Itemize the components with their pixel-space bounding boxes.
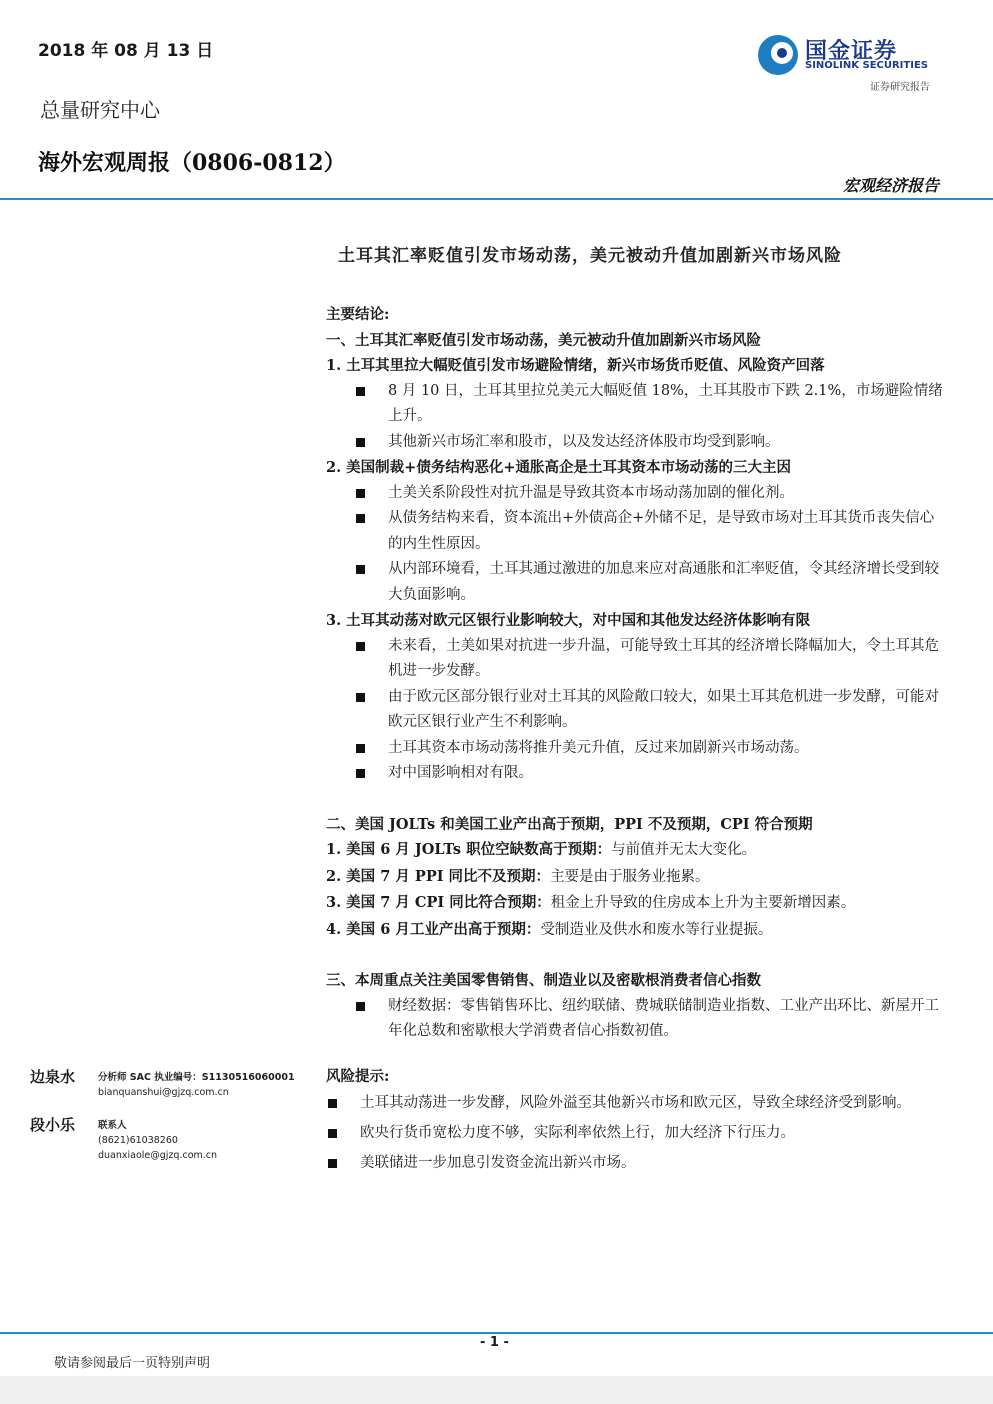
report-title: 海外宏观周报（0806-0812） [38, 150, 346, 176]
bullet-item [326, 430, 948, 456]
square-bullet-icon [356, 565, 365, 574]
risk-title: 风险提示: [326, 1068, 390, 1085]
bullet-text: 8 月 10 日，土耳其里拉兑美元大幅贬值 18%，土耳其股市下跌 2.1%，市场避险情绪上升。 [388, 382, 943, 424]
report-type: 宏观经济报告 [842, 176, 939, 195]
bullet-item [326, 557, 948, 608]
analyst-email[interactable]: duanxiaole@gjzq.com.cn [98, 1150, 218, 1161]
bullet-text: 从内部环境看，土耳其通过激进的加息来应对高通胀和汇率贬值，令其经济增长受到较大负面影响。 [388, 561, 939, 603]
bullet-item [326, 685, 948, 736]
square-bullet-icon [356, 744, 365, 753]
square-bullet-icon [356, 693, 365, 702]
conclusion-label: 主要结论: [326, 306, 390, 323]
bullet-item [326, 481, 948, 507]
item-label: 3. 美国 7 月 CPI 同比符合预期： [326, 894, 551, 911]
square-bullet-icon [356, 642, 365, 651]
item-text: 租金上升导致的住房成本上升为主要新增因素。 [550, 895, 856, 911]
square-bullet-icon [356, 1002, 365, 1011]
footer-bar [0, 1376, 993, 1404]
bullet-text: 未来看，土美如果对抗进一步升温，可能导致土耳其的经济增长降幅加大，令土耳其危机进一步发酵。 [388, 637, 939, 679]
section-2-item [326, 890, 948, 917]
main-conclusions [326, 302, 948, 1045]
section-2-item [326, 837, 948, 864]
analyst-name: 段小乐 [30, 1116, 76, 1134]
bullet-item [326, 379, 948, 430]
analyst-phone: (8621)61038260 [98, 1135, 178, 1146]
logo-mark-icon [755, 32, 801, 78]
section-3-title: 三、本周重点关注美国零售销售、制造业以及密歇根消费者信心指数 [326, 972, 761, 989]
bullet-text: 对中国影响相对有限。 [388, 765, 533, 781]
bullet-item [326, 736, 948, 762]
analyst-info [30, 1066, 310, 1174]
item-text: 受制造业及供水和废水等行业提振。 [540, 921, 773, 938]
subsection-1-1-title: 1. 土耳其里拉大幅贬值引发市场避险情绪，新兴市场货币贬值、风险资产回落 [326, 357, 825, 374]
item-label: 1. 美国 6 月 JOLTs 职位空缺数高于预期： [326, 841, 612, 858]
item-text: 主要是由于服务业拖累。 [550, 868, 710, 885]
logo-name-cn: 国金证券 [805, 39, 898, 64]
square-bullet-icon [356, 514, 365, 523]
risk-text: 土耳其动荡进一步发酵，风险外溢至其他新兴市场和欧元区，导致全球经济受到影响。 [360, 1095, 911, 1111]
section-2-title: 二、美国 JOLTs 和美国工业产出高于预期，PPI 不及预期，CPI 符合预期 [326, 815, 813, 833]
header-divider [0, 198, 993, 200]
section-2-item [326, 917, 948, 944]
headline: 土耳其汇率贬值引发市场动荡，美元被动升值加剧新兴市场风险 [338, 246, 842, 266]
section-1-title: 一、土耳其汇率贬值引发市场动荡，美元被动升值加剧新兴市场风险 [326, 331, 761, 349]
risk-item [326, 1092, 948, 1114]
bullet-text: 从债务结构来看，资本流出+外债高企+外储不足，是导致市场对土耳其货币丧失信心的内生性原因。 [388, 510, 935, 552]
logo-name-en: SINOLINK SECURITIES [805, 60, 928, 71]
risk-section [326, 1066, 948, 1182]
analyst-email[interactable]: bianquanshui@gjzq.com.cn [98, 1087, 229, 1098]
analyst-entry [30, 1066, 310, 1114]
bullet-item [326, 994, 948, 1045]
department-name: 总量研究中心 [40, 98, 160, 122]
page-number: - 1 - [480, 1335, 509, 1350]
disclaimer-note: 敬请参阅最后一页特别声明 [54, 1356, 211, 1371]
report-date: 2018 年 08 月 13 日 [38, 41, 214, 61]
analyst-entry [30, 1114, 310, 1174]
bullet-text: 土美关系阶段性对抗升温是导致其资本市场动荡加剧的催化剂。 [388, 484, 794, 501]
square-bullet-icon [328, 1159, 337, 1168]
item-label: 2. 美国 7 月 PPI 同比不及预期： [326, 867, 551, 885]
square-bullet-icon [328, 1099, 337, 1108]
analyst-name: 边泉水 [30, 1068, 76, 1086]
section-2-item [326, 864, 948, 891]
subsection-1-2-title: 2. 美国制裁+债务结构恶化+通胀高企是土耳其资本市场动荡的三大主因 [326, 459, 791, 476]
bullet-text: 财经数据：零售销售环比、纽约联储、费城联储制造业指数、工业产出环比、新屋开工年化总数和密歇根大学消费者信心指数初值。 [388, 997, 939, 1039]
bullet-item [326, 506, 948, 557]
square-bullet-icon [356, 438, 365, 447]
item-label: 4. 美国 6 月工业产出高于预期： [326, 920, 541, 938]
logo-subtitle: 证券研究报告 [870, 82, 930, 93]
square-bullet-icon [356, 769, 365, 778]
bullet-item [326, 634, 948, 685]
bullet-text: 土耳其资本市场动荡将推升美元升值，反过来加剧新兴市场动荡。 [388, 739, 809, 756]
footer-divider [0, 1332, 993, 1334]
analyst-credential: 分析师 SAC 执业编号：S1130516060001 [98, 1072, 295, 1083]
bullet-item [326, 761, 948, 787]
risk-text: 欧央行货币宽松力度不够，实际利率依然上行，加大经济下行压力。 [360, 1125, 795, 1141]
square-bullet-icon [356, 387, 365, 396]
square-bullet-icon [356, 489, 365, 498]
risk-text: 美联储进一步加息引发资金流出新兴市场。 [360, 1155, 636, 1171]
risk-item [326, 1152, 948, 1174]
analyst-role: 联系人 [98, 1120, 127, 1131]
square-bullet-icon [328, 1129, 337, 1138]
bullet-text: 其他新兴市场汇率和股市，以及发达经济体股市均受到影响。 [388, 433, 780, 450]
item-text: 与前值并无太大变化。 [611, 842, 757, 858]
risk-item [326, 1122, 948, 1144]
subsection-1-3-title: 3. 土耳其动荡对欧元区银行业影响较大，对中国和其他发达经济体影响有限 [326, 612, 811, 629]
bullet-text: 由于欧元区部分银行业对土耳其的风险敞口较大，如果土耳其危机进一步发酵，可能对欧元区银行业产生不利影响。 [388, 688, 939, 730]
